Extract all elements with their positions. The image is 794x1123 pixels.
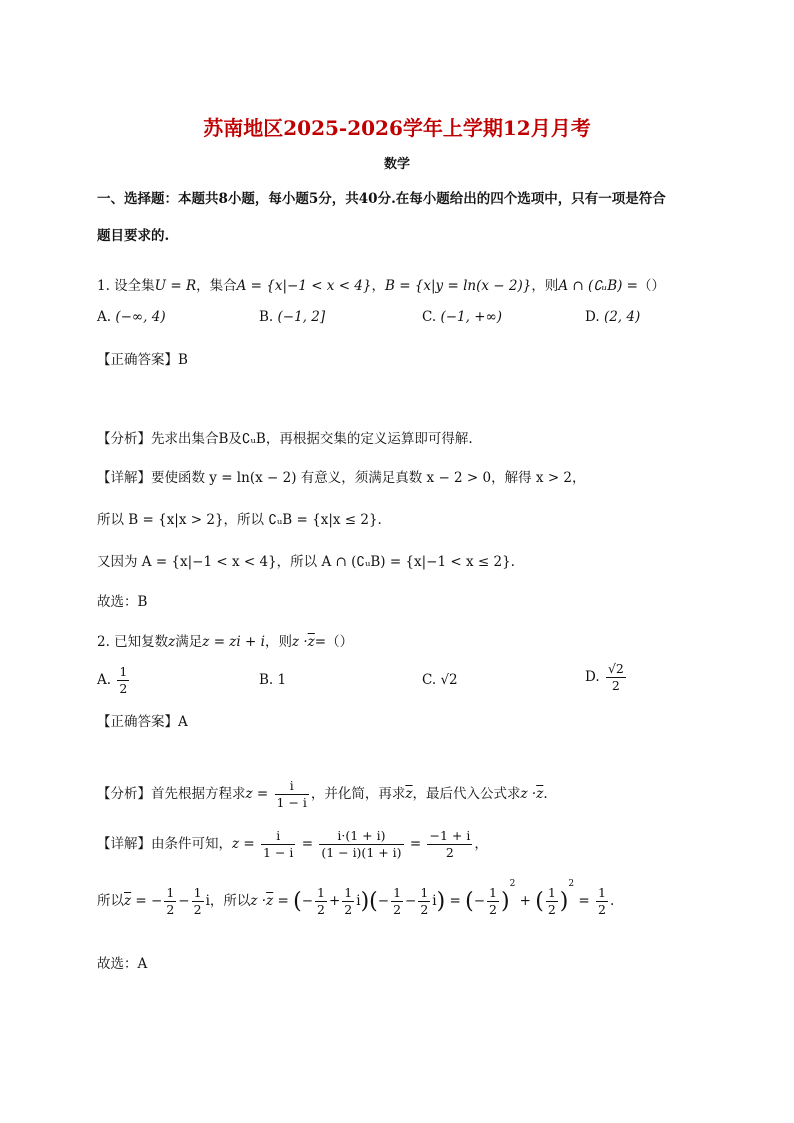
var-z: z · [250, 893, 267, 909]
fraction [391, 885, 403, 918]
frac-num: 1 [166, 885, 175, 900]
analysis-text: ，并化简，再求 [310, 786, 406, 802]
frac-num: i [261, 828, 295, 845]
var-zbar: $\overline{z}$ [405, 786, 413, 802]
q2-option-d [585, 661, 628, 694]
q2-condition: z = zi + i [202, 634, 265, 650]
fraction [487, 885, 499, 918]
q1-stem [97, 274, 665, 294]
frac-num: 1 [547, 885, 556, 900]
option-label: D. [585, 669, 600, 685]
frac-den: 2 [119, 681, 128, 696]
q1-comma: ， [371, 278, 385, 294]
option-value: (−∞, 4) [115, 309, 166, 325]
frac-den: 2 [344, 902, 353, 917]
section-instructions-line2: 题目要求的. [97, 228, 170, 244]
var-z: z [245, 786, 253, 802]
frac-num: √2 [607, 661, 624, 676]
frac-num: 1 [193, 885, 202, 900]
q1-number: 1. 设全集 [97, 278, 155, 294]
detail-text: 由条件可知， [151, 836, 232, 852]
frac-den: 2 [445, 845, 454, 860]
frac-den: 2 [166, 902, 175, 917]
q2-paren: （） [326, 634, 354, 650]
option-label: A. [97, 672, 112, 688]
fraction [192, 885, 204, 918]
var-z: z · [520, 786, 537, 802]
q1-analysis [97, 427, 473, 447]
frac-num: 1 [119, 664, 128, 679]
q2-analysis: 【分析】首先根据方程求z = $\frac{i}{1 - i}$ ，并化简，再求$\overline{z}$，最后代入公式求$z \cdot\overline{z}$. [97, 778, 548, 810]
q1-detail-line3: 又因为 A = {x|−1 < x < 4}，所以 A ∩ (∁ᵤB) = {x|−1 < x ≤ 2}. [97, 554, 515, 570]
q1-choose: 故选：B [97, 594, 148, 610]
var-z: z [232, 836, 240, 852]
frac-den: 2 [393, 902, 402, 917]
detail-text: ，所以 [209, 893, 251, 909]
option-value: 1 [277, 672, 287, 688]
q1-set-word: ，集合 [196, 278, 237, 294]
analysis-text: 首先根据方程求 [151, 786, 246, 802]
option-value: (−1, 2] [277, 309, 326, 325]
detail-label: 【详解】 [97, 836, 151, 852]
frac-den: 1 − i [263, 845, 294, 860]
q2-var-z: z [168, 634, 176, 650]
frac-den: 2 [317, 902, 325, 917]
analysis-text: 先求出集合B及∁ᵤB，再根据交集的定义运算即可得解. [151, 431, 473, 447]
fraction [319, 828, 403, 861]
option-value: (2, 4) [603, 309, 641, 325]
frac-num: 1 [317, 885, 325, 900]
frac-den: 2 [547, 902, 556, 917]
frac-num: 1 [420, 885, 429, 900]
fraction [418, 885, 430, 918]
fraction [427, 828, 472, 861]
q1-detail-line1 [97, 466, 586, 486]
subject-heading: 数学 [383, 157, 410, 172]
answer-value: B [178, 352, 188, 368]
q2-stem [97, 630, 353, 650]
var-zbar: $\overline{z}$ [536, 786, 544, 802]
frac-num: 1 [344, 885, 353, 900]
q1-answer [97, 348, 188, 368]
frac-den: (1 − i)(1 + i) [321, 845, 402, 860]
fraction [546, 885, 558, 918]
answer-label: 【正确答案】 [97, 714, 178, 730]
q2-detail-line2: 所以$\overline{z}$ = − $\frac{1}{2}$ − $\frac{1}{2}$ i，所以$z \cdot\overline{z}$ = (− $\frac{1}{2}$ + $\frac{1}{2}$ i)(− $\frac{1}{2}$ − $\frac{1}{2}$ i) = (− $\frac{1}{2}$ )$^2$ + ( $\frac{1}{2}$ )$^2$ = $\frac{1}{2}$ . [97, 879, 615, 917]
frac-den: 2 [489, 902, 497, 917]
analysis-label: 【分析】 [97, 786, 151, 802]
q2-eq: = [314, 634, 327, 650]
analysis-label: 【分析】 [97, 431, 151, 447]
q1-set-a: A = {x|−1 < x < 4} [236, 278, 372, 294]
q1-option-d [585, 309, 640, 325]
option-label: D. [585, 309, 600, 325]
q2-number: 2. 已知复数 [97, 634, 169, 650]
frac-den: 2 [420, 902, 429, 917]
exponent: 2 [568, 879, 575, 889]
q2-option-c [422, 672, 458, 688]
detail-text: 所以 [97, 893, 124, 909]
q2-detail-line1: 【详解】由条件可知，z = $\frac{i}{1 - i}$ = $\frac{i\cdot(1 + i)}{(1 - i)(1 + i)}$ = $\frac{-1 + i}{2}$ ， [97, 828, 488, 860]
frac-num: 1 [598, 885, 606, 900]
q2-expr-z: z · [291, 634, 308, 650]
option-label: C. [422, 672, 437, 688]
frac-den: 1 − i [276, 795, 307, 810]
q2-stem-mid: 满足 [175, 634, 203, 650]
option-value: √2 [440, 672, 458, 688]
q1-option-a [97, 309, 166, 325]
frac-num: 1 [393, 885, 402, 900]
frac-num: 1 [489, 885, 497, 900]
section-instructions-line1: 一、选择题：本题共8小题，每小题5分，共40分.在每小题给出的四个选项中，只有一项是符合 [97, 191, 666, 207]
fraction [606, 661, 626, 694]
detail-text: 要使函数 y = ln(x − 2) 有意义，须满足真数 x − 2 > 0，解得 x > 2， [151, 470, 586, 486]
frac-num: −1 + i [429, 828, 471, 843]
analysis-text: ，最后代入公式求 [412, 786, 521, 802]
option-value: (−1, +∞) [440, 309, 503, 325]
frac-num: i·(1 + i) [319, 828, 403, 845]
frac-den: 2 [598, 902, 606, 917]
q1-then: ，则 [531, 278, 559, 294]
fraction [342, 885, 354, 918]
frac-num: i [275, 778, 309, 795]
q2-answer [97, 710, 188, 730]
var-zbar: $\overline{z}$ [266, 893, 274, 909]
q2-option-a [97, 664, 131, 697]
option-label: C. [422, 309, 437, 325]
fraction [596, 885, 608, 918]
q1-expression: A ∩ (∁ᵤB) = [558, 278, 638, 294]
fraction [261, 828, 295, 861]
answer-label: 【正确答案】 [97, 352, 178, 368]
option-label: B. [259, 309, 274, 325]
q1-option-c [422, 309, 502, 325]
q1-universal-set: U = R [154, 278, 197, 294]
exponent: 2 [509, 879, 516, 889]
page-title: 苏南地区2025-2026学年上学期12月月考 [203, 116, 591, 140]
q2-then: ，则 [264, 634, 292, 650]
var-zbar: $\overline{z}$ [124, 893, 132, 909]
q1-paren: （） [638, 278, 665, 294]
q1-set-b: B = {x|y = ln(x − 2)} [384, 278, 532, 294]
frac-den: 2 [193, 902, 202, 917]
q2-expr-zbar: $\overline{z}$ [307, 634, 315, 650]
q1-option-b [259, 309, 325, 325]
q1-detail-line2: 所以 B = {x|x > 2}，所以 ∁ᵤB = {x|x ≤ 2}. [97, 512, 382, 528]
fraction [315, 885, 327, 918]
period: . [543, 786, 548, 802]
detail-label: 【详解】 [97, 470, 151, 486]
q2-option-b [259, 672, 286, 688]
q2-choose: 故选：A [97, 956, 148, 972]
fraction [117, 664, 129, 697]
option-label: B. [259, 672, 274, 688]
frac-den: 2 [611, 678, 620, 693]
fraction [275, 778, 309, 811]
answer-value: A [178, 714, 188, 730]
option-label: A. [97, 309, 112, 325]
fraction [164, 885, 176, 918]
